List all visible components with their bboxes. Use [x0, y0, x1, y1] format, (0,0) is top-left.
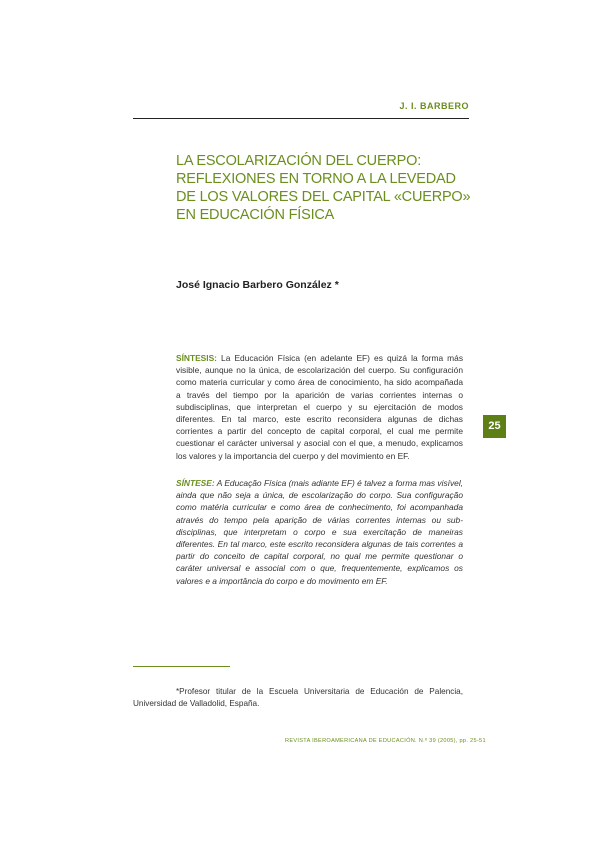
title-line: LA ESCOLARIZACIÓN DEL CUERPO: — [176, 153, 422, 169]
running-head-author: J. I. BARBERO — [399, 101, 469, 111]
abstract-text: La Educación Física (en adelante EF) es quizá la forma más visible, aunque no la única, de escolarización del cuerpo. Su configuración como materia curricular y como área de conocimiento, ha sido acompañada a través del tiempo por la aparición de varias corrientes internas o subdisciplinas, que interpretan el cuerpo y su ejercitación de modos diferentes. En tal marco, este escrito reconsidera algunas de dichas corrientes a partir del concepto de capital corporal, el cual me permite cuestionar el carácter universal y asocial con el que, a menudo, explicamos los valores y la importancia del cuerpo y del movimiento en EF. — [176, 353, 464, 461]
title-line: EN EDUCACIÓN FÍSICA — [176, 207, 335, 223]
abstract-portuguese — [176, 477, 463, 587]
title-line: DE LOS VALORES DEL CAPITAL «CUERPO» — [176, 189, 471, 205]
article-author: José Ignacio Barbero González * — [176, 279, 339, 291]
article-title — [176, 152, 476, 224]
author-footnote: *Profesor titular de la Escuela Universitaria de Educación de Palencia, Universidad de Valladolid, España. — [133, 687, 463, 708]
page-number-badge: 25 — [483, 415, 506, 438]
journal-footer: REVISTA IBEROAMERICANA DE EDUCACIÓN. N.º 39 (2005), pp. 25-51 — [285, 738, 486, 744]
title-line: REFLEXIONES EN TORNO A LA LEVEDAD — [176, 171, 456, 187]
abstract-label: SÍNTESIS: — [176, 353, 217, 363]
footnote-divider — [133, 666, 230, 667]
abstract-label: SÍNTESE: — [176, 478, 215, 488]
abstract-text: A Educação Física (mais adiante EF) é talvez a forma mas visível, ainda que não seja a única, de escolarização do corpo. Sua configuração como matéria curricular e como área de conhecimento, foi acompanhada através do tempo pela aparição de várias correntes internas ou sub-disciplinas, que interpretam o corpo e sua exercitação de maneiras diferentes. En tal marco, este escrito reconsidera algunas de tais correntes a partir do conceito de capital corporal, no qual me permite questionar o caráter universal e associal com o que, frequentemente, explicamos os valores e a importância do corpo e do movimento em EF. — [176, 478, 464, 586]
header-divider — [133, 118, 469, 119]
abstract-spanish — [176, 352, 463, 462]
